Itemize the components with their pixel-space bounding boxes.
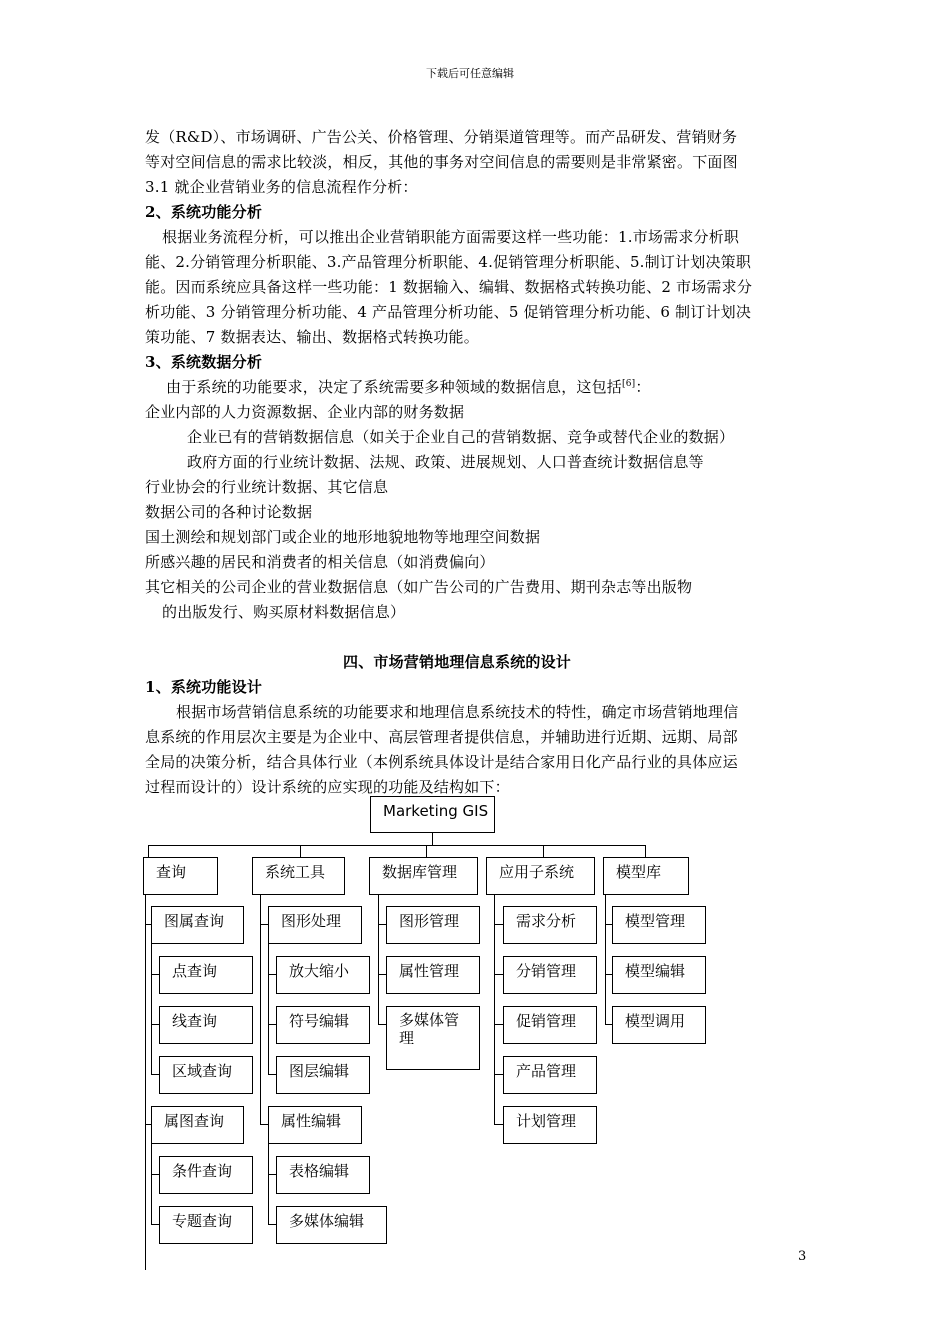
connector-line xyxy=(260,895,261,1125)
list-item: 的出版发行、购买原材料数据信息） xyxy=(162,603,406,621)
list-item: 企业内部的人力资源数据、企业内部的财务数据 xyxy=(145,403,465,421)
paragraph-line: 全局的决策分析，结合具体行业（本例系统具体设计是结合家用日化产品行业的具体应运 xyxy=(145,753,738,771)
list-item: 所感兴趣的居民和消费者的相关信息（如消费偏向） xyxy=(145,553,495,571)
connector-line xyxy=(378,895,379,1025)
intro-text: 由于系统的功能要求，决定了系统需要多种领域的数据信息，这包括 xyxy=(166,378,623,396)
connector-line xyxy=(151,944,152,1075)
page-number: 3 xyxy=(798,1249,807,1264)
node-map-query: 属图查询 xyxy=(151,1106,244,1144)
paragraph-line: 3.1 就企业营销业务的信息流程作分析： xyxy=(145,178,418,196)
connector-line xyxy=(151,1224,159,1225)
paragraph-line: 析功能、3 分销管理分析功能、4 产品管理分析功能、5 促销管理分析功能、6 制订计划决 xyxy=(145,303,752,321)
connector-line xyxy=(378,924,386,925)
node-point-query: 点查询 xyxy=(159,956,253,994)
paragraph-line: 息系统的作用层次主要是为企业中、高层管理者提供信息，并辅助进行近期、远期、局部 xyxy=(145,728,738,746)
connector-line xyxy=(605,1024,612,1025)
connector-line xyxy=(268,974,276,975)
node-plan: 计划管理 xyxy=(503,1106,597,1144)
connector-line xyxy=(378,974,386,975)
node-multimedia-mgmt xyxy=(386,1006,480,1070)
connector-line xyxy=(268,1074,276,1075)
connector-line xyxy=(148,845,149,857)
connector-line xyxy=(605,924,612,925)
node-graphics-mgmt: 图形管理 xyxy=(386,906,480,944)
section-heading: 2、系统功能分析 xyxy=(145,203,263,221)
paragraph-line: 过程而设计的）设计系统的应实现的功能及结构如下： xyxy=(145,778,510,796)
connector-line xyxy=(145,895,146,1270)
chapter-title: 四、市场营销地理信息系统的设计 xyxy=(343,653,572,671)
connector-line xyxy=(268,1024,276,1025)
root-node: Marketing GIS xyxy=(370,796,495,833)
node-applications: 应用子系统 xyxy=(486,857,595,895)
paragraph-line: 策功能、7 数据表达、输出、数据格式转换功能。 xyxy=(145,328,479,346)
list-item: 行业协会的行业统计数据、其它信息 xyxy=(145,478,389,496)
connector-line xyxy=(432,833,433,845)
connector-line xyxy=(494,974,503,975)
node-zoom: 放大缩小 xyxy=(276,956,370,994)
node-multimedia-edit: 多媒体编辑 xyxy=(276,1206,387,1244)
node-graphics: 图形处理 xyxy=(268,906,362,944)
list-item: 政府方面的行业统计数据、法规、政策、进展规划、人口普查统计数据信息等 xyxy=(187,453,704,471)
connector-line xyxy=(151,974,159,975)
node-database: 数据库管理 xyxy=(369,857,478,895)
connector-line xyxy=(494,1124,503,1125)
node-distribution: 分销管理 xyxy=(503,956,597,994)
connector-line xyxy=(148,845,646,846)
connector-line xyxy=(268,944,269,1075)
node-promotion: 促销管理 xyxy=(503,1006,597,1044)
node-model-edit: 模型编辑 xyxy=(612,956,706,994)
connector-line xyxy=(494,924,503,925)
connector-line xyxy=(494,1024,503,1025)
paragraph-line: 等对空间信息的需求比较淡，相反，其他的事务对空间信息的需要则是非常紧密。下面图 xyxy=(145,153,738,171)
connector-line xyxy=(268,1144,269,1225)
section-heading: 1、系统功能设计 xyxy=(145,678,263,696)
paragraph-line: 能。因而系统应具备这样一些功能：1 数据输入、编辑、数据格式转换功能、2 市场需求分 xyxy=(145,278,753,296)
node-attr-mgmt: 属性管理 xyxy=(386,956,480,994)
colon: ： xyxy=(635,378,651,396)
connector-line xyxy=(268,1174,276,1175)
node-attr-query: 图属查询 xyxy=(151,906,244,944)
section-heading: 3、系统数据分析 xyxy=(145,353,263,371)
node-demand: 需求分析 xyxy=(503,906,597,944)
node-models: 模型库 xyxy=(603,857,689,895)
connector-line xyxy=(151,1074,159,1075)
node-tools: 系统工具 xyxy=(252,857,345,895)
paragraph-line: 根据市场营销信息系统的功能要求和地理信息系统技术的特性，确定市场营销地理信 xyxy=(176,703,739,721)
node-layer-edit: 图层编辑 xyxy=(276,1056,370,1094)
connector-line xyxy=(426,845,427,857)
connector-line xyxy=(300,845,301,857)
paragraph-line: 发（R&D）、市场调研、广告公关、价格管理、分销渠道管理等。而产品研发、营销财务 xyxy=(145,128,738,146)
connector-line xyxy=(378,1024,386,1025)
node-thematic-query: 专题查询 xyxy=(159,1206,253,1244)
list-item: 国土测绘和规划部门或企业的地形地貌地物等地理空间数据 xyxy=(145,528,541,546)
connector-line xyxy=(543,845,544,857)
list-item: 其它相关的公司企业的营业数据信息（如广告公司的广告费用、期刊杂志等出版物 xyxy=(145,578,693,596)
node-label-line: 多媒体管 xyxy=(399,1011,460,1029)
list-item: 企业已有的营销数据信息（如关于企业自己的营销数据、竞争或替代企业的数据） xyxy=(187,428,735,446)
list-item: 数据公司的各种讨论数据 xyxy=(145,503,313,521)
connector-line xyxy=(605,974,612,975)
node-label-line: 理 xyxy=(399,1029,415,1047)
node-table-edit: 表格编辑 xyxy=(276,1156,370,1194)
connector-line xyxy=(494,895,495,1125)
connector-line xyxy=(260,924,268,925)
node-model-call: 模型调用 xyxy=(612,1006,706,1044)
connector-line xyxy=(605,895,606,1025)
node-query: 查询 xyxy=(143,857,218,895)
page-header: 下载后可任意编辑 xyxy=(426,67,514,80)
connector-line xyxy=(151,1024,159,1025)
paragraph-line: 根据业务流程分析，可以推出企业营销职能方面需要这样一些功能：1.市场需求分析职 xyxy=(162,228,740,246)
node-attr-edit: 属性编辑 xyxy=(268,1106,362,1144)
node-model-mgmt: 模型管理 xyxy=(612,906,706,944)
node-area-query: 区域查询 xyxy=(159,1056,253,1094)
connector-line xyxy=(494,1074,503,1075)
node-condition-query: 条件查询 xyxy=(159,1156,253,1194)
node-symbol-edit: 符号编辑 xyxy=(276,1006,370,1044)
connector-line xyxy=(645,845,646,857)
connector-line xyxy=(268,1224,276,1225)
paragraph-line: 能、2.分销管理分析职能、3.产品管理分析职能、4.促销管理分析职能、5.制订计划决策职 xyxy=(145,253,752,271)
paragraph-line xyxy=(166,376,651,397)
citation-ref: [6] xyxy=(622,379,636,389)
node-product: 产品管理 xyxy=(503,1056,597,1094)
connector-line xyxy=(151,1174,159,1175)
connector-line xyxy=(151,1144,152,1225)
connector-line xyxy=(260,1124,268,1125)
node-line-query: 线查询 xyxy=(159,1006,253,1044)
